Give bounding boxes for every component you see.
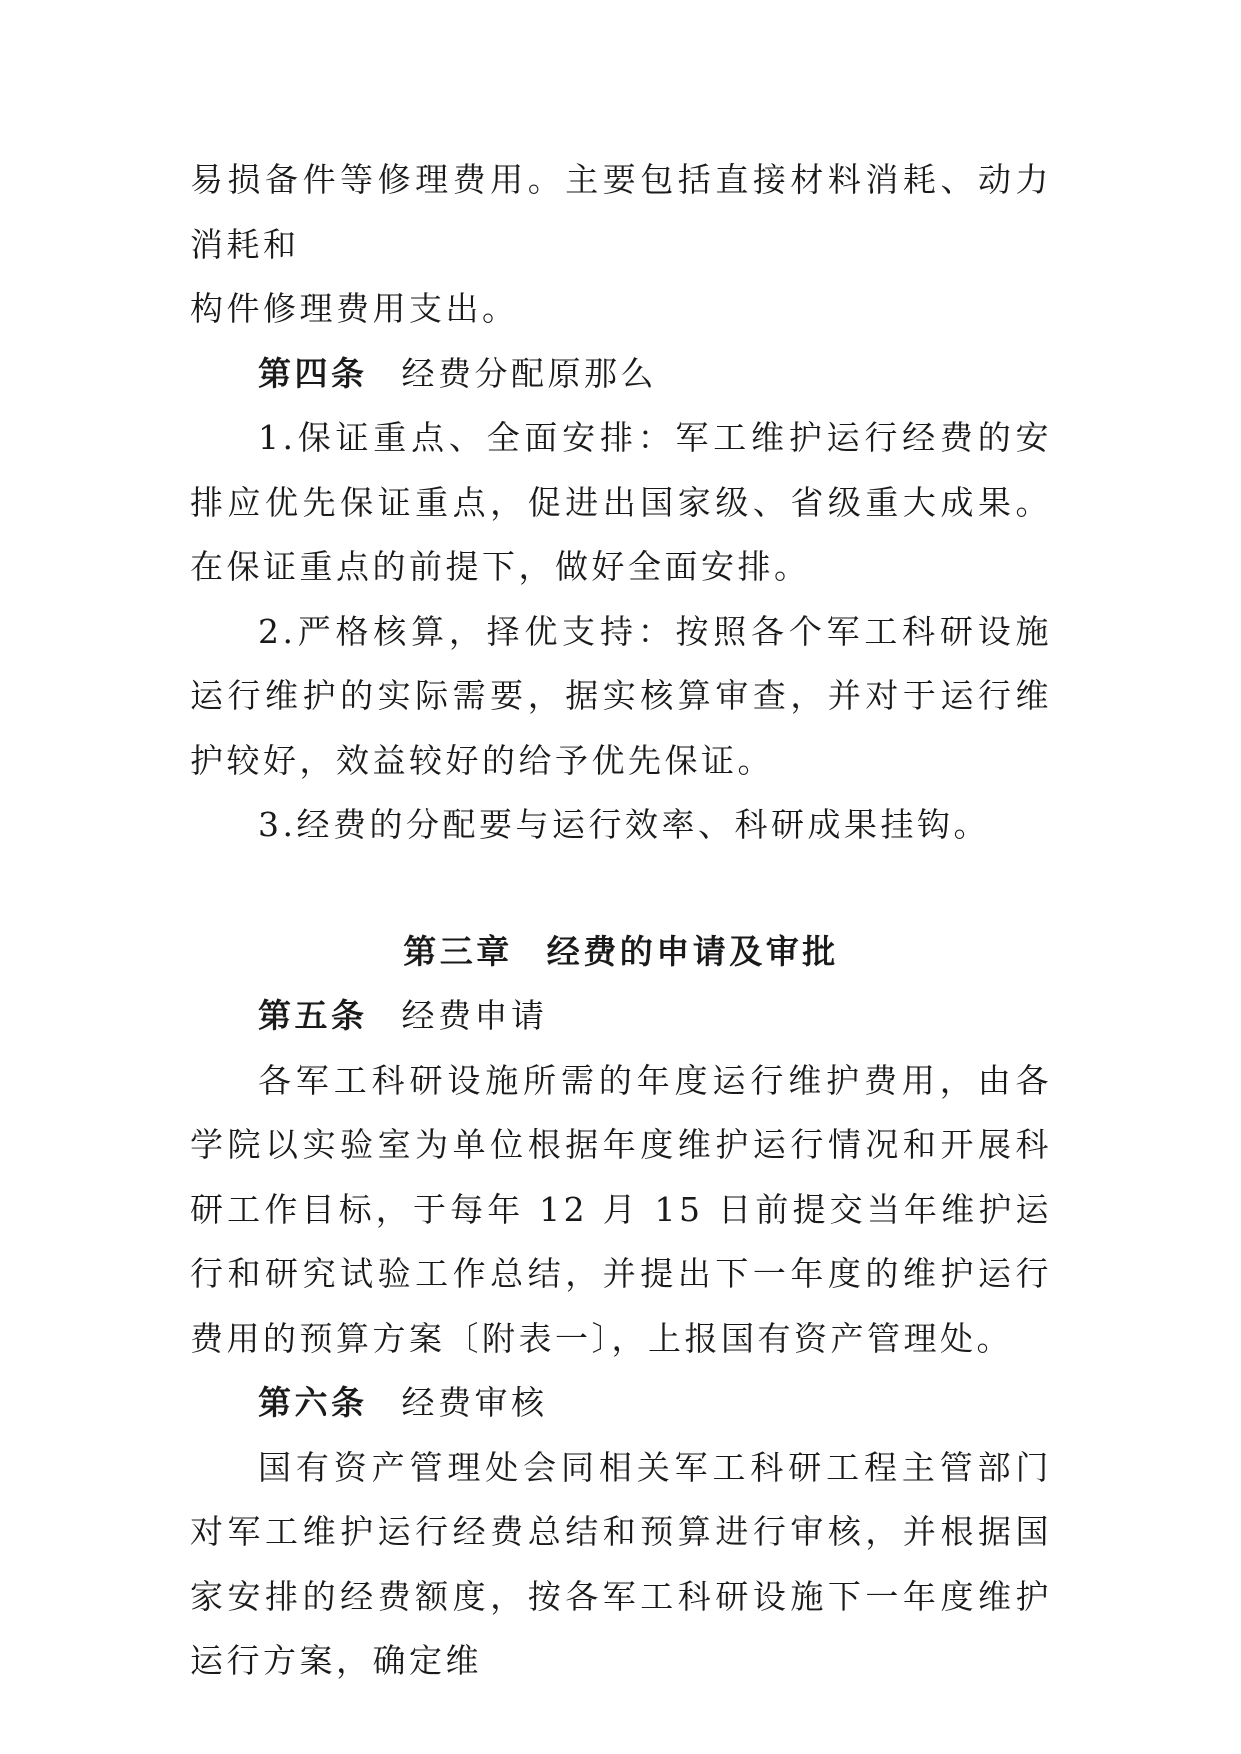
chapter-3-title: 经费的申请及审批: [546, 931, 839, 971]
article-4-heading: [190, 342, 1052, 407]
intro-line-1: 易损备件等修理费用。主要包括直接材料消耗、动力消耗和: [190, 160, 1052, 264]
article-4-item-1: 1.保证重点、全面安排：军工维护运行经费的安排应优先保证重点，促进出国家级、省级重大成果。在保证重点的前提下，做好全面安排。: [190, 418, 1052, 586]
chapter-3-heading: [190, 920, 1052, 985]
article-4-title: 第四条: [258, 353, 368, 393]
article-4-item-3: 3.经费的分配要与运行效率、科研成果挂钩。: [258, 805, 990, 844]
document-page: [190, 148, 1052, 1694]
article-4-item-2: 2.严格核算，择优支持：按照各个军工科研设施运行维护的实际需要，据实核算审查，并对于运行维护较好，效益较好的给予优先保证。: [190, 611, 1052, 780]
article-6-body: 国有资产管理处会同相关军工科研工程主管部门对军工维护运行经费总结和预算进行审核，并根据国家安排的经费额度，按各军工科研设施下一年度维护运行方案，确定维: [190, 1447, 1052, 1680]
intro-paragraph: [190, 148, 1052, 342]
article-5-subtitle: 经费申请: [401, 996, 548, 1035]
article-5-body: 各军工科研设施所需的年度运行维护费用，由各学院以实验室为单位根据年度维护运行情况和开展科研工作目标，于每年 12 月 15 日前提交当年维护运行和研究试验工作总结，并提出下一年度的维护运行费用的预算方案〔附表一〕，上报国有资产管理处。: [190, 1060, 1052, 1358]
article-6-subtitle: 经费审核: [401, 1383, 548, 1422]
intro-line-2: 构件修理费用支出。: [190, 289, 519, 328]
article-6-title: 第六条: [258, 1383, 368, 1422]
chapter-3-number: 第三章: [403, 931, 513, 971]
article-5-title: 第五条: [258, 996, 368, 1035]
article-4-subtitle: 经费分配原那么: [401, 353, 657, 393]
article-5-heading: [190, 984, 1052, 1049]
article-6-heading: [190, 1371, 1052, 1436]
